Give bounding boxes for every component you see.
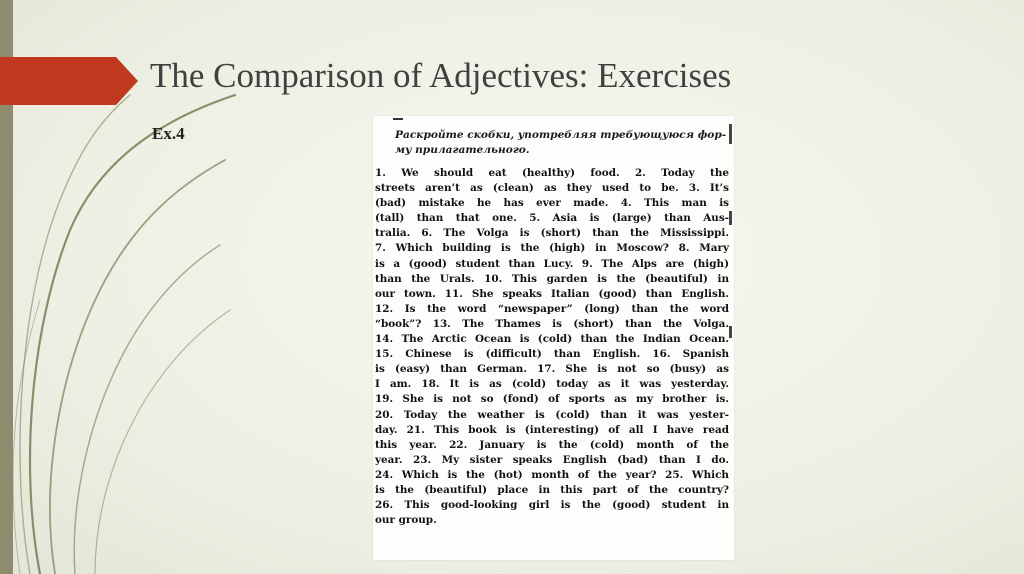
exercise-line: this year. 22. January is the (cold) month of the <box>375 438 729 451</box>
exercise-line: 7. Which building is the (high) in Moscow? 8. Mary <box>375 242 729 255</box>
exercise-label: Ex.4 <box>152 124 185 143</box>
exercise-line: our town. 11. She speaks Italian (good) than English. <box>375 287 729 300</box>
exercise-line: tralia. 6. The Volga is (short) than the Mississippi. <box>375 227 729 240</box>
exercise-scan-image <box>373 116 734 560</box>
exercise-line: 1. We should eat (healthy) food. 2. Today the <box>375 167 729 179</box>
exercise-line: I am. 18. It is as (cold) today as it was yesterday. <box>375 378 729 391</box>
exercise-line: 20. Today the weather is (cold) than it was yester- <box>375 408 729 421</box>
exercise-text <box>375 166 729 528</box>
scan-edge-mark <box>729 124 732 144</box>
exercise-line: is a (good) student than Lucy. 9. The Alps are (high) <box>375 257 729 270</box>
exercise-line: 26. This good-looking girl is the (good) student in <box>375 499 729 512</box>
exercise-line: 15. Chinese is (difficult) than English. 16. Spanish <box>375 348 729 361</box>
page-title: The Comparison of Adjectives: Exercises <box>150 56 732 95</box>
exercise-line: our group. <box>375 514 437 527</box>
exercise-line: is the (beautiful) place in this part of the country? <box>375 483 729 496</box>
exercise-line: (bad) mistake he has ever made. 4. This man is <box>375 197 729 210</box>
exercise-line: 14. The Arctic Ocean is (cold) than the Indian Ocean. <box>375 333 729 346</box>
exercise-line: year. 23. My sister speaks English (bad) than I do. <box>375 453 729 466</box>
exercise-line: is (easy) than German. 17. She is not so (busy) as <box>375 363 729 376</box>
exercise-line: 24. Which is the (hot) month of the year? 25. Which <box>375 468 729 481</box>
title-arrow-shape <box>0 57 138 105</box>
exercise-line: 19. She is not so (fond) of sports as my brother is. <box>375 393 729 406</box>
exercise-instruction <box>395 128 725 158</box>
scan-edge-mark <box>729 326 732 338</box>
exercise-line: “book”? 13. The Thames is (short) than the Volga. <box>375 317 729 330</box>
exercise-line: streets aren’t as (clean) as they used to be. 3. It’s <box>375 182 729 195</box>
exercise-line: (tall) than that one. 5. Asia is (large) than Aus- <box>375 212 729 225</box>
exercise-line: than the Urals. 10. This garden is the (beautiful) in <box>375 272 729 285</box>
instruction-line: му прилагательного. <box>395 144 530 156</box>
scan-artifact <box>393 118 403 125</box>
exercise-line: 12. Is the word “newspaper” (long) than the word <box>375 302 729 315</box>
exercise-line: day. 21. This book is (interesting) of all I have read <box>375 423 729 436</box>
instruction-line: Раскройте скобки, употребляя требующуюся фор- <box>395 129 727 141</box>
scan-edge-mark <box>729 211 732 225</box>
